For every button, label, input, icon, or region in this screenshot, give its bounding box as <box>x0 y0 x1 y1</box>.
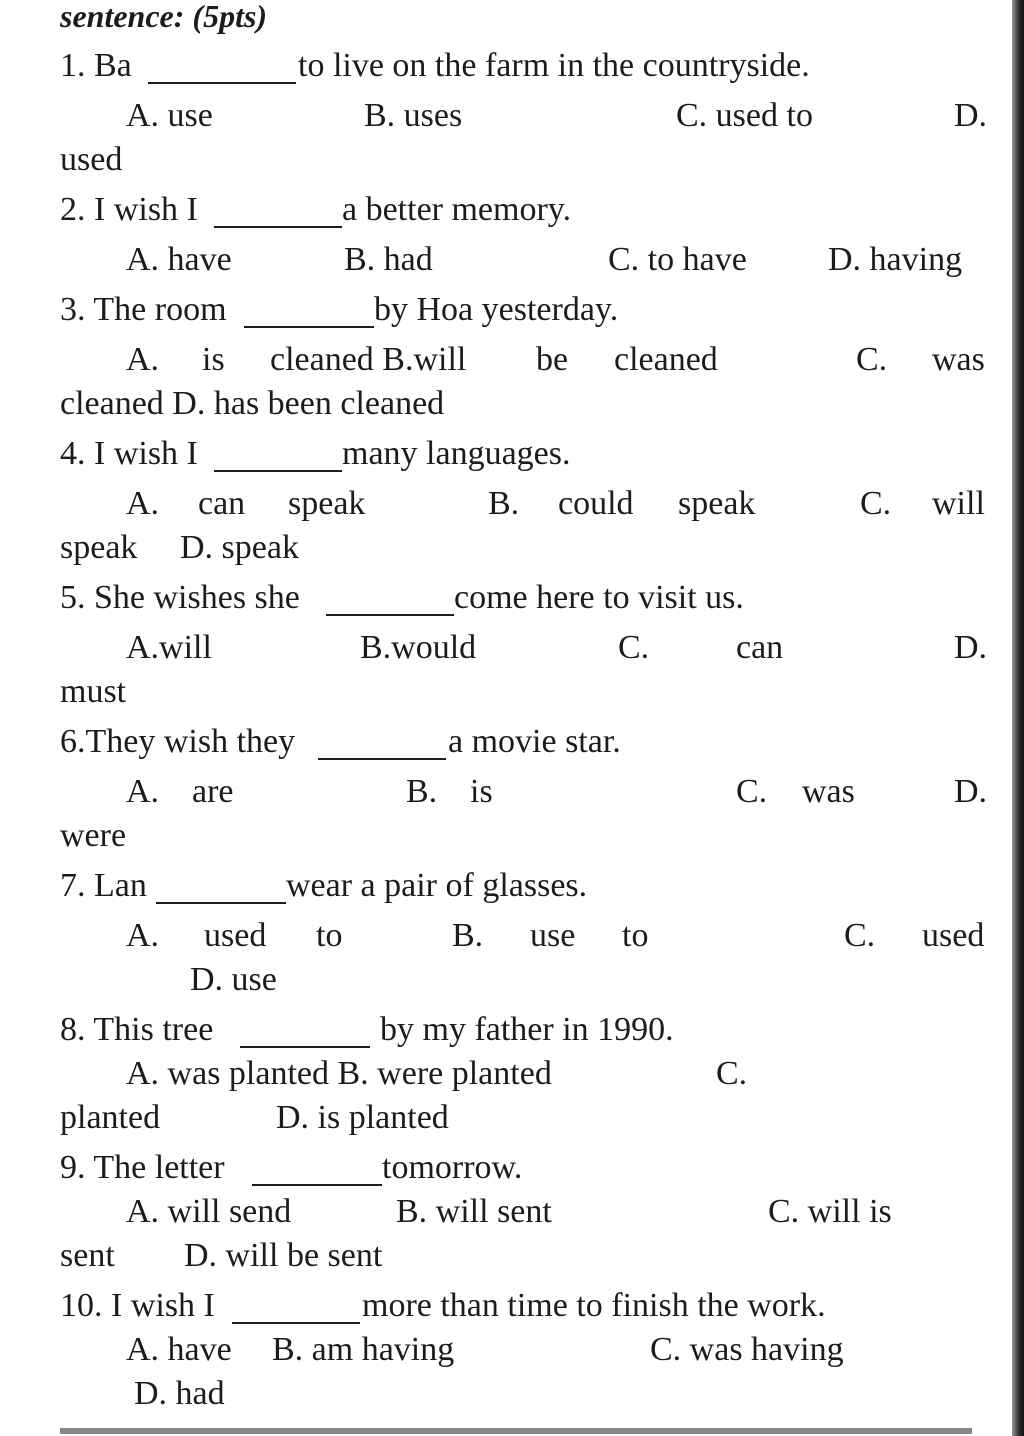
question-10-option-b: B. am having <box>272 1331 455 1368</box>
question-1-option-d-text: used <box>60 141 123 178</box>
question-9-option-c: C. will is <box>768 1193 892 1230</box>
question-8-text: by my father in 1990. <box>380 1011 674 1048</box>
question-8-option-d: D. is planted <box>276 1099 449 1136</box>
question-6-option-a-word: are <box>192 773 234 810</box>
question-7-blank <box>156 902 286 904</box>
question-1-option-b: B. uses <box>364 97 463 134</box>
question-4-option-a-word-1: can <box>198 485 246 522</box>
question-4-option-c-word: will <box>932 485 985 522</box>
question-10-option-c: C. was having <box>650 1331 844 1368</box>
question-3-option-a-word-2: cleaned B.will <box>270 341 467 378</box>
question-4-text: many languages. <box>342 435 571 472</box>
question-6-option-c-label: C. <box>736 773 768 810</box>
question-5-option-c-label: C. <box>618 629 650 666</box>
question-7-option-c-label: C. <box>844 917 876 954</box>
question-8-blank <box>240 1046 370 1048</box>
question-4-number: 4. I wish I <box>60 435 198 472</box>
question-4-blank <box>214 470 342 472</box>
question-9-option-d: D. will be sent <box>184 1237 383 1274</box>
question-7-option-a-word-1: used <box>204 917 267 954</box>
question-3-option-c-word: was <box>932 341 985 378</box>
question-3-option-b-word-2: cleaned <box>614 341 718 378</box>
question-3-option-c-d: cleaned D. has been cleaned <box>60 385 445 422</box>
question-5-option-d-label: D. <box>954 629 988 666</box>
question-5-option-c-word: can <box>736 629 784 666</box>
question-9-option-c-text: sent <box>60 1237 115 1274</box>
question-7-number: 7. Lan <box>60 867 147 904</box>
question-7-text: wear a pair of glasses. <box>286 867 588 904</box>
question-10-blank <box>232 1322 360 1324</box>
question-9-option-a: A. will send <box>126 1193 292 1230</box>
question-4-option-b-word-1: could <box>558 485 634 522</box>
question-9-text: tomorrow. <box>382 1149 523 1186</box>
question-4-option-d: D. speak <box>180 529 299 566</box>
question-3-option-a-label: A. <box>126 341 160 378</box>
question-3-option-a-word-1: is <box>202 341 225 378</box>
question-7-option-c-word: used <box>922 917 985 954</box>
question-2-option-b: B. had <box>344 241 433 278</box>
question-4-option-b-label: B. <box>488 485 520 522</box>
question-4-option-a-label: A. <box>126 485 160 522</box>
page-edge-shadow <box>1012 0 1024 1436</box>
question-7-option-d: D. use <box>190 961 277 998</box>
question-9-number: 9. The letter <box>60 1149 225 1186</box>
question-6-option-d-text: were <box>60 817 127 854</box>
question-2-option-c: C. to have <box>608 241 747 278</box>
question-8-option-c-text: planted <box>60 1099 161 1136</box>
question-6-option-d-label: D. <box>954 773 988 810</box>
question-6-text: a movie star. <box>448 723 621 760</box>
question-7-option-b-word-1: use <box>530 917 576 954</box>
question-9-blank <box>252 1184 382 1186</box>
question-3-option-b-word: be <box>536 341 569 378</box>
question-2-text: a better memory. <box>342 191 572 228</box>
question-10-option-d: D. had <box>134 1375 225 1412</box>
question-1-option-d-label: D. <box>954 97 988 134</box>
question-3-option-c-label: C. <box>856 341 888 378</box>
question-10-text: more than time to finish the work. <box>362 1287 826 1324</box>
section-heading: sentence: (5pts) <box>60 0 268 34</box>
question-7-option-a-word-2: to <box>316 917 343 954</box>
question-5-text: come here to visit us. <box>454 579 744 616</box>
question-4-option-c-label: C. <box>860 485 892 522</box>
question-6-option-a-label: A. <box>126 773 160 810</box>
question-6-blank <box>318 758 446 760</box>
question-4-option-a-word-2: speak <box>288 485 366 522</box>
question-2-option-a: A. have <box>126 241 232 278</box>
question-5-option-b: B.would <box>360 629 477 666</box>
question-8-number: 8. This tree <box>60 1011 214 1048</box>
question-6-option-c-word: was <box>802 773 855 810</box>
question-1-option-a: A. use <box>126 97 213 134</box>
question-3-text: by Hoa yesterday. <box>374 291 619 328</box>
question-7-option-a-label: A. <box>126 917 160 954</box>
question-6-option-b-word: is <box>470 773 493 810</box>
question-8-option-a-b: A. was planted B. were planted <box>126 1055 552 1092</box>
question-10-option-a: A. have <box>126 1331 232 1368</box>
question-2-option-d: D. having <box>828 241 963 278</box>
question-3-number: 3. The room <box>60 291 227 328</box>
question-10-number: 10. I wish I <box>60 1287 215 1324</box>
question-1-option-c: C. used to <box>676 97 813 134</box>
question-2-number: 2. I wish I <box>60 191 198 228</box>
question-5-blank <box>326 614 454 616</box>
question-7-option-b-label: B. <box>452 917 484 954</box>
question-4-option-c-word-2: speak <box>60 529 138 566</box>
question-5-option-a: A.will <box>126 629 212 666</box>
question-7-option-b-word-2: to <box>622 917 649 954</box>
question-9-option-b: B. will sent <box>396 1193 552 1230</box>
question-5-number: 5. She wishes she <box>60 579 300 616</box>
question-4-option-b-word-2: speak <box>678 485 756 522</box>
question-1-number: 1. Ba <box>60 47 132 84</box>
question-1-text: to live on the farm in the countryside. <box>298 47 810 84</box>
question-6-option-b-label: B. <box>406 773 438 810</box>
question-1-blank <box>148 82 296 84</box>
question-3-blank <box>244 326 374 328</box>
question-8-option-c-label: C. <box>716 1055 748 1092</box>
question-6-number: 6.They wish they <box>60 723 296 760</box>
question-5-option-d-text: must <box>60 673 127 710</box>
cut-off-next-line <box>60 1428 972 1434</box>
question-2-blank <box>214 226 342 228</box>
